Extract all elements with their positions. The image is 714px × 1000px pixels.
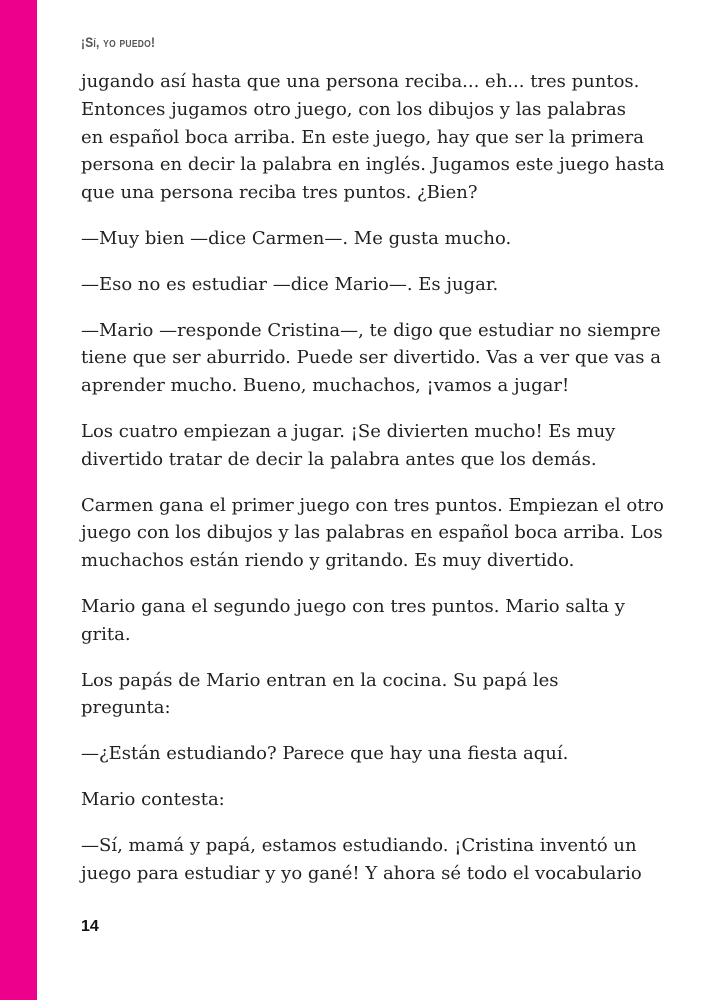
paragraph xyxy=(81,786,681,814)
text-line: —Eso no es estudiar —dice Mario—. Es jugar. xyxy=(81,273,499,295)
text-line: tiene que ser aburrido. Puede ser divertido. Vas a ver que vas a xyxy=(81,347,661,369)
text-line: —¿Están estudiando? Parece que hay una fiesta aquí. xyxy=(81,743,569,765)
paragraph xyxy=(81,418,681,474)
text-line: juego con los dibujos y las palabras en español boca arriba. Los xyxy=(81,522,663,544)
text-line: Los papás de Mario entran en la cocina. Su papá les xyxy=(81,669,559,691)
paragraph xyxy=(81,271,681,299)
text-line: Mario contesta: xyxy=(81,788,225,810)
paragraph xyxy=(81,593,681,649)
paragraph xyxy=(81,225,681,253)
paragraph xyxy=(81,68,681,207)
text-line: que una persona reciba tres puntos. ¿Bien? xyxy=(81,182,478,204)
page-number: 14 xyxy=(81,918,99,935)
paragraph xyxy=(81,740,681,768)
text-line: en español boca arriba. En este juego, hay que ser la primera xyxy=(81,126,644,148)
text-line: Mario gana el segundo juego con tres puntos. Mario salta y xyxy=(81,595,625,617)
text-line: muchachos están riendo y gritando. Es muy divertido. xyxy=(81,550,575,572)
text-line: Entonces jugamos otro juego, con los dibujos y las palabras xyxy=(81,98,626,120)
text-line: aprender mucho. Bueno, muchachos, ¡vamos a jugar! xyxy=(81,375,570,397)
text-line: juego para estudiar y yo gané! Y ahora sé todo el vocabulario xyxy=(81,862,642,884)
text-line: jugando así hasta que una persona reciba... eh... tres puntos. xyxy=(81,71,640,92)
text-line: persona en decir la palabra en inglés. Jugamos este juego hasta xyxy=(81,154,665,176)
paragraph xyxy=(81,832,681,888)
text-line: Los cuatro empiezan a jugar. ¡Se divierten mucho! Es muy xyxy=(81,420,616,442)
page-body xyxy=(81,68,681,905)
accent-bar xyxy=(0,0,37,1000)
text-line: —Sí, mamá y papá, estamos estudiando. ¡Cristina inventó un xyxy=(81,834,637,856)
text-line: —Mario —responde Cristina—, te digo que estudiar no siempre xyxy=(81,319,661,341)
text-line: grita. xyxy=(81,623,131,645)
text-line: Carmen gana el primer juego con tres puntos. Empiezan el otro xyxy=(81,494,664,516)
text-line: pregunta: xyxy=(81,697,171,719)
text-line: divertido tratar de decir la palabra antes que los demás. xyxy=(81,448,597,470)
paragraph xyxy=(81,492,681,575)
running-header: ¡Sí, yo puedo! xyxy=(81,34,156,50)
text-line: —Muy bien —dice Carmen—. Me gusta mucho. xyxy=(81,227,512,249)
paragraph xyxy=(81,317,681,400)
paragraph xyxy=(81,667,681,723)
